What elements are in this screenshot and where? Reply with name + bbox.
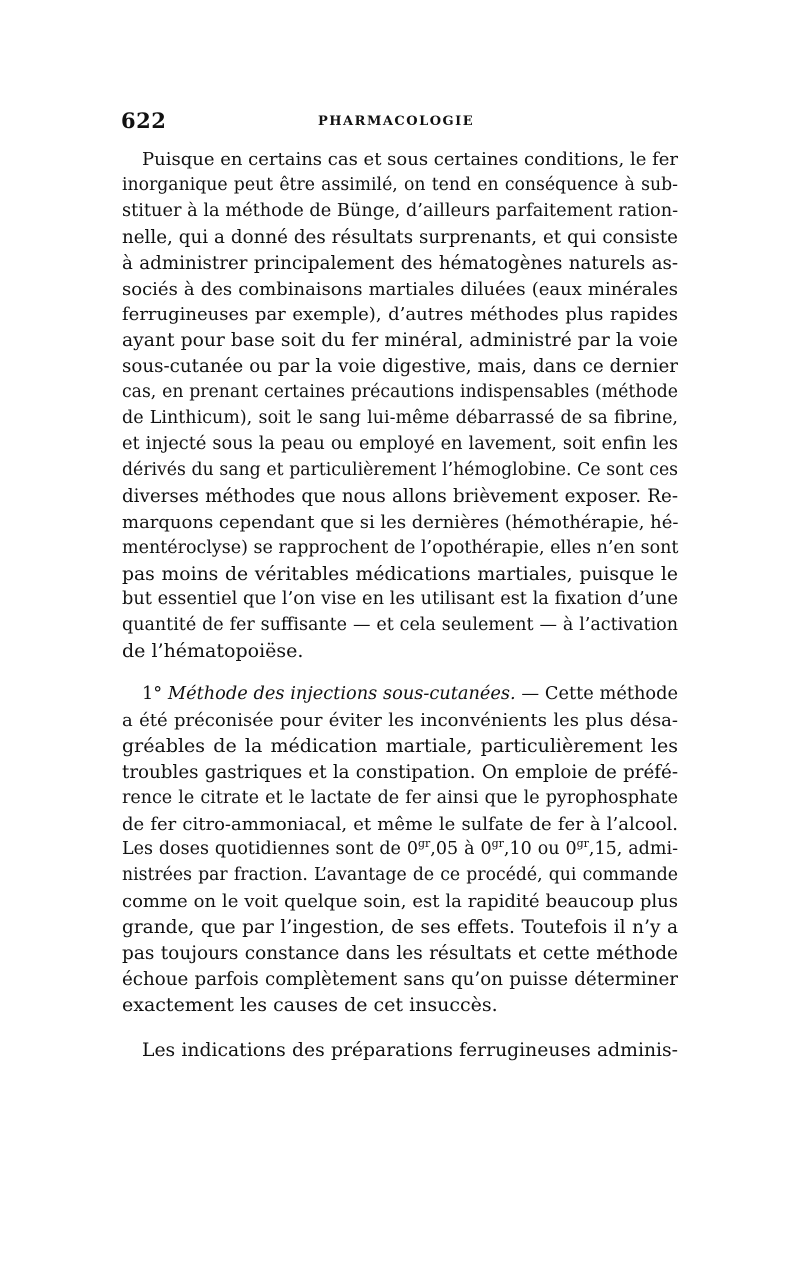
text-line: nistrées par fraction. L’avantage de ce procédé, qui commande xyxy=(122,865,678,886)
text-line: mentéroclyse) se rapprochent de l’opothérapie, elles n’en sont xyxy=(122,537,679,558)
text-line: inorganique peut être assimilé, on tend en conséquence à sub- xyxy=(122,174,678,195)
text-line: gréables de la médication martiale, particulièrement les xyxy=(122,734,678,757)
dose-text: ,15, admi- xyxy=(588,839,678,860)
text-line: stituer à la méthode de Bünge, d’ailleurs parfaitement ration- xyxy=(122,200,679,221)
paragraph-indications xyxy=(122,1038,678,1064)
text-line: de Linthicum), soit le sang lui-même débarrassé de sa fibrine, xyxy=(122,408,678,429)
paragraph-subcutaneous-injections xyxy=(122,682,678,1019)
unit-superscript: gr xyxy=(576,837,589,851)
text-line: de l’hématopoiëse. xyxy=(122,640,304,663)
heading-continuation: — Cette méthode xyxy=(515,684,678,704)
text-line: pas moins de véritables médications martiales, puisque le xyxy=(122,563,678,585)
text-line: dérivés du sang et particulièrement l’hémoglobine. Ce sont ces xyxy=(122,459,678,480)
paragraph-iron-methods xyxy=(122,147,678,665)
text-line: Puisque en certains cas et sous certaines conditions, le fer xyxy=(142,149,678,170)
unit-superscript: gr xyxy=(417,837,431,851)
text-line: sous-cutanée ou par la voie digestive, mais, dans ce dernier xyxy=(122,356,678,378)
text-line: troubles gastriques et la constipation. On emploie de préfé- xyxy=(122,761,678,783)
text-line: a été préconisée pour éviter les inconvénients les plus désa- xyxy=(122,709,678,731)
text-line: exactement les causes de cet insuccès. xyxy=(122,993,498,1016)
text-line: Les indications des préparations ferrugineuses adminis- xyxy=(142,1040,678,1061)
dose-text: Les doses quotidiennes sont de 0 xyxy=(122,839,418,860)
text-line: marquons cependant que si les dernières (hémothérapie, hé- xyxy=(122,511,679,533)
section-number: 1° xyxy=(142,684,163,704)
text-line: cas, en prenant certaines précautions indispensables (méthode xyxy=(122,382,678,403)
dose-text: ,05 à 0 xyxy=(430,839,492,860)
dose-line xyxy=(122,837,678,863)
page-number: 622 xyxy=(121,108,167,133)
text-line: pas toujours constance dans les résultats et cette méthode xyxy=(122,943,678,965)
text-line: diverses méthodes que nous allons brièvement exposer. Re- xyxy=(122,485,678,507)
unit-superscript: gr xyxy=(491,837,504,851)
text-line: ayant pour base soit du fer minéral, administré par la voie xyxy=(122,330,678,352)
dose-text: ,10 ou 0 xyxy=(503,839,577,860)
text-line: et injecté sous la peau ou employé en lavement, soit enfin les xyxy=(122,433,678,454)
section-heading: Méthode des injections sous-cutanées. xyxy=(167,684,516,704)
text-line: quantité de fer suffisante — et cela seulement — à l’activation xyxy=(122,615,678,636)
text-line: rence le citrate et le lactate de fer ainsi que le pyrophosphate xyxy=(122,787,678,808)
text-line: ferrugineuses par exemple), d’autres méthodes plus rapides xyxy=(122,304,678,326)
text-line: nelle, qui a donné des résultats surprenants, et qui consiste xyxy=(122,226,678,248)
text-line: grande, que par l’ingestion, de ses effets. Toutefois il n’y a xyxy=(122,917,678,939)
text-line: sociés à des combinaisons martiales diluées (eaux minérales xyxy=(122,278,678,300)
text-line: comme on le voit quelque soin, est la rapidité beaucoup plus xyxy=(122,891,678,913)
text-line: but essentiel que l’on vise en les utilisant est la fixation d’une xyxy=(122,589,678,610)
text-line: à administrer principalement des hématogènes naturels as- xyxy=(122,252,678,274)
text-line: échoue parfois complètement sans qu’on puisse déterminer xyxy=(122,968,678,990)
text-line xyxy=(122,682,678,708)
text-line: de fer citro-ammoniacal, et même le sulfate de fer à l’alcool. xyxy=(122,813,678,835)
running-head: PHARMACOLOGIE xyxy=(318,114,475,129)
